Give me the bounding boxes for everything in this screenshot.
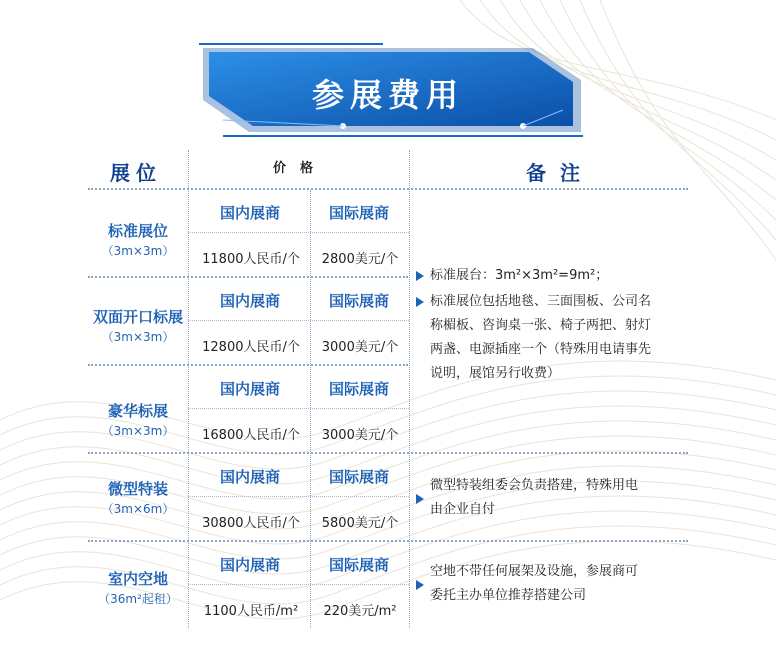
domestic-label: 国内展商 (219, 380, 280, 398)
bullet-triangle-icon (416, 297, 424, 307)
page-title: 参展费用 (311, 76, 464, 114)
international-label: 国际展商 (328, 292, 389, 310)
booth-name: 双面开口标展 (92, 308, 183, 326)
booth-size: （3m×6m） (101, 502, 175, 516)
booth-name: 室内空地 (107, 570, 168, 588)
note-space (416, 560, 706, 608)
header-position: 展位 (110, 161, 162, 185)
header-price: 价格 (272, 161, 327, 176)
international-price: 220美元/m² (323, 604, 397, 619)
booth-name: 标准展位 (107, 222, 168, 240)
note-text: 微型特装组委会负责搭建，特殊用电 (430, 478, 639, 493)
note-text: 标准展台：3m²×3m²=9m²； (430, 268, 609, 283)
international-price: 3000美元/个 (321, 340, 399, 355)
international-label: 国际展商 (328, 204, 389, 222)
domestic-price: 30800人民币/个 (202, 516, 300, 531)
note-standard (416, 264, 706, 386)
booth-name: 微型特装 (107, 480, 168, 498)
domestic-label: 国内展商 (219, 556, 280, 574)
note-text: 空地不带任何展架及设施，参展商可 (430, 564, 639, 579)
domestic-price: 16800人民币/个 (202, 428, 300, 443)
domestic-label: 国内展商 (219, 468, 280, 486)
note-text: 标准展位包括地毯、三面围板、公司名 (430, 294, 652, 309)
note-text: 委托主办单位推荐搭建公司 (430, 588, 587, 603)
note-text: 说明，展馆另行收费） (430, 366, 561, 381)
booth-size: （3m×3m） (101, 424, 175, 438)
booth-size: （3m×3m） (101, 330, 175, 344)
note-text: 两盏、电源插座一个（特殊用电请事先 (430, 342, 652, 357)
bullet-triangle-icon (416, 271, 424, 281)
domestic-price: 1100人民币/m² (203, 604, 299, 619)
domestic-label: 国内展商 (219, 292, 280, 310)
note-micro (416, 474, 706, 522)
domestic-price: 11800人民币/个 (202, 252, 300, 267)
domestic-label: 国内展商 (219, 204, 280, 222)
booth-size: （3m×3m） (101, 244, 175, 258)
header-note: 备注 (526, 161, 594, 185)
international-label: 国际展商 (328, 380, 389, 398)
booth-size: （36m²起租） (98, 592, 178, 606)
international-label: 国际展商 (328, 468, 389, 486)
international-label: 国际展商 (328, 556, 389, 574)
domestic-price: 12800人民币/个 (202, 340, 300, 355)
note-text: 由企业自付 (430, 502, 496, 517)
international-price: 2800美元/个 (321, 252, 399, 267)
note-text: 称楣板、咨询桌一张、椅子两把、射灯 (430, 318, 652, 333)
international-price: 3000美元/个 (321, 428, 399, 443)
international-price: 5800美元/个 (321, 516, 399, 531)
booth-name: 豪华标展 (107, 402, 168, 420)
